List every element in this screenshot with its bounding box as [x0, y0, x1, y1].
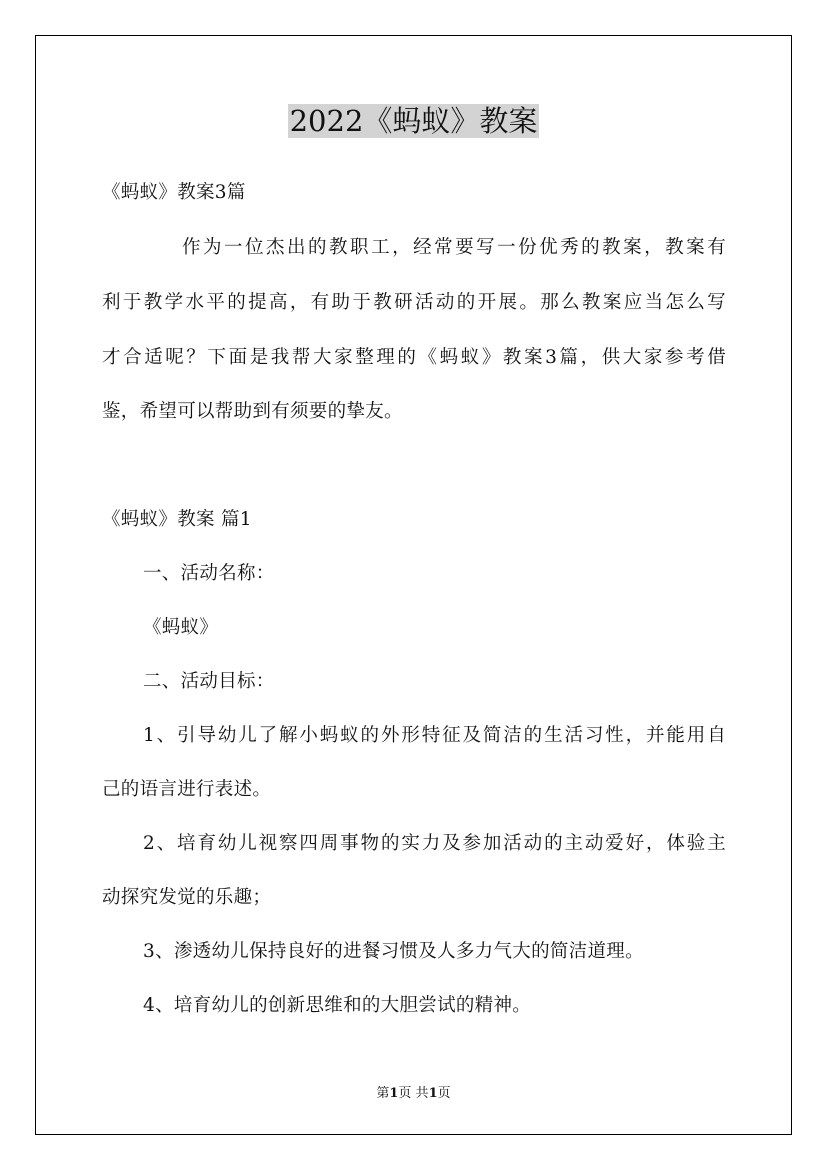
intro-line-1: 作为一位杰出的教职工，经常要写一份优秀的教案，教案有: [182, 237, 726, 258]
footer-page-mid: 页 共: [398, 1086, 429, 1101]
activity-name-label: 一、活动名称：: [143, 563, 275, 584]
footer-page-total: 1: [428, 1086, 438, 1101]
footer-page-suffix: 页: [437, 1086, 451, 1101]
document-title-text: 2022《蚂蚁》教案: [289, 104, 538, 138]
goal-line-2: 己的语言进行表述。: [102, 779, 272, 800]
activity-name-value: 《蚂蚁》: [143, 617, 219, 638]
goal-line-4: 动探究发觉的乐趣；: [102, 887, 272, 908]
document-subtitle: 《蚂蚁》教案3篇: [102, 182, 246, 203]
footer-page-prefix: 第: [376, 1086, 390, 1101]
goal-line-5: 3、渗透幼儿保持良好的进餐习惯及人多力气大的简洁道理。: [143, 941, 644, 962]
footer-page-current: 1: [389, 1086, 399, 1101]
document-title: [0, 100, 827, 142]
intro-line-2: 利于教学水平的提高，有助于教研活动的开展。那么教案应当怎么写: [102, 292, 726, 313]
intro-line-4: 鉴，希望可以帮助到有须要的挚友。: [102, 401, 403, 422]
goal-line-3: 2、培育幼儿视察四周事物的实力及参加活动的主动爱好，体验主: [143, 833, 726, 854]
section-heading: 《蚂蚁》教案 篇1: [102, 509, 252, 530]
activity-goals-label: 二、活动目标：: [143, 671, 275, 692]
page-footer: [0, 1085, 827, 1103]
goal-line-1: 1、引导幼儿了解小蚂蚁的外形特征及简洁的生活习性，并能用自: [143, 725, 726, 746]
goal-line-6: 4、培育幼儿的创新思维和的大胆尝试的精神。: [143, 995, 532, 1016]
intro-line-3: 才合适呢？下面是我帮大家整理的《蚂蚁》教案3篇，供大家参考借: [102, 347, 726, 368]
